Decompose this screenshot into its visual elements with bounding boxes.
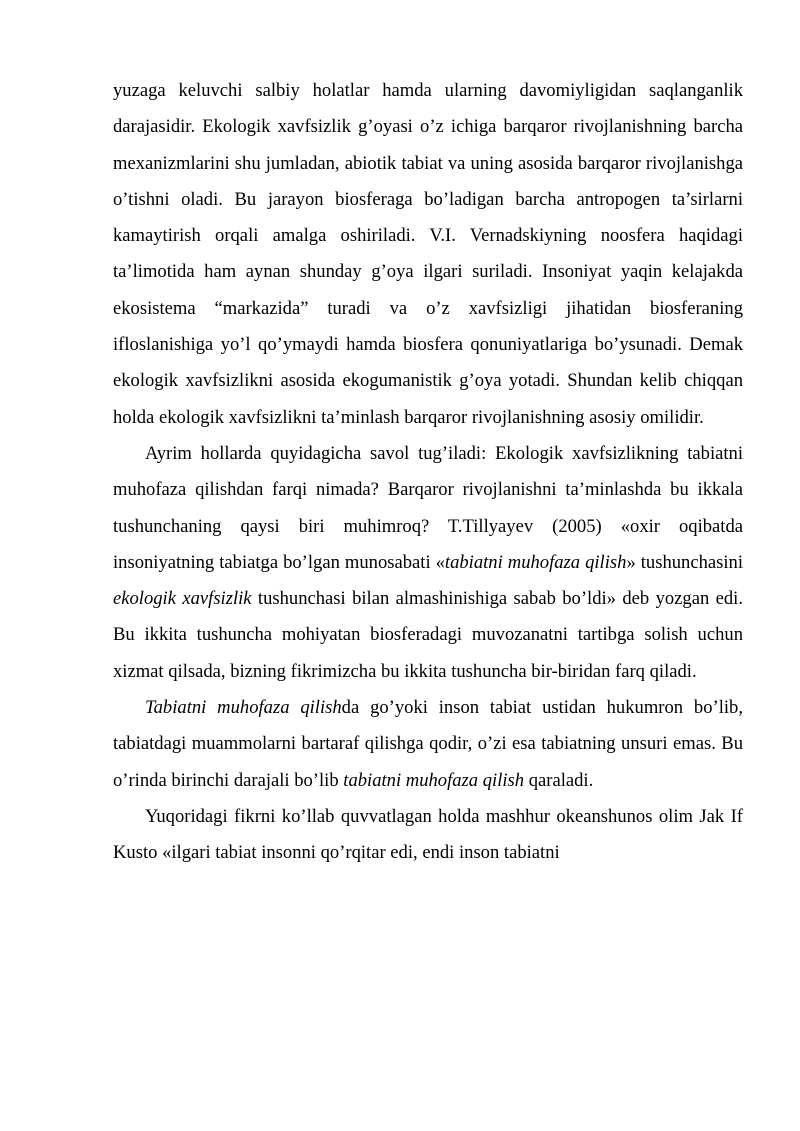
paragraph-3-italic-term-b: tabiatni muhofaza qilish — [343, 769, 525, 791]
paragraph-2-text-c: tushunchasi bilan almashinishiga sabab bo’ldi» deb yozgan edi. Bu ikkita tushuncha mohiyatan biosferadagi muvozanatni tartibga solish uchun xizmat qilsada, bizning fikrimizcha bu ikkita tushuncha bir-biridan farq qiladi. — [113, 588, 743, 682]
paragraph-4 — [113, 799, 743, 872]
paragraph-2-text-a: Ayrim hollarda quyidagicha savol tug’iladi: Ekologik xavfsizlikning tabiatni muhofaza qilishdan farqi nimada? Barqaror rivojlanishni ta’minlashda bu ikkala tushunchaning qaysi biri muhimroq? T.Tillyayev (2005) «oxir oqibatda insoniyatning tabiatga bo’lgan munosabati « — [113, 442, 743, 573]
paragraph-2-italic-term-a: tabiatni muhofaza qilish — [444, 551, 627, 573]
paragraph-1 — [113, 73, 743, 436]
paragraph-1-text: yuzaga keluvchi salbiy holatlar hamda ularning davomiyligidan saqlanganlik darajasidir. Ekologik xavfsizlik g’oyasi o’z ichiga barqaror rivojlanishning barcha mexanizmlarini shu jumladan, abiotik tabiat va uning asosida barqaror rivojlanishga o’tishni oladi. Bu jarayon biosferaga bo’ladigan barcha antropogen ta’sirlarni kamaytirish orqali amalga oshiriladi. V.I. Vernadskiyning noosfera haqidagi ta’limotida ham aynan shunday g’oya ilgari suriladi. Insoniyat yaqin kelajakda ekosistema “markazida” turadi va o’z xavfsizligi jihatidan biosferaning ifloslanishiga yo’l qo’ymaydi hamda biosfera qonuniyatlariga bo’ysunadi. Demak ekologik xavfsizlikni asosida ekogumanistik g’oya yotadi. Shundan kelib chiqqan holda ekologik xavfsizlikni ta’minlash barqaror rivojlanishning asosiy omilidir. — [113, 80, 743, 428]
paragraph-3-text-a: da go’yoki inson tabiat ustidan hukumron bo’lib, tabiatdagi muammolarni bartaraf qilishga qodir, o’zi esa tabiatning unsuri emas. Bu o’rinda birinchi darajali bo’lib — [113, 697, 743, 791]
paragraph-2-text-b: » tushunchasini — [626, 551, 743, 573]
paragraph-2-italic-term-b: ekologik xavfsizlik — [113, 588, 252, 610]
paragraph-4-text: Yuqoridagi fikrni ko’llab quvvatlagan holda mashhur okeanshunos olim Jak If Kusto «ilgari tabiat insonni qo’rqitar edi, endi inson tabiatni — [113, 805, 743, 864]
paragraph-2 — [113, 436, 743, 690]
paragraph-3 — [113, 690, 743, 799]
paragraph-3-italic-term-a: Tabiatni muhofaza qilish — [145, 697, 342, 719]
document-page — [113, 73, 743, 872]
paragraph-3-text-b: qaraladi. — [524, 769, 594, 791]
